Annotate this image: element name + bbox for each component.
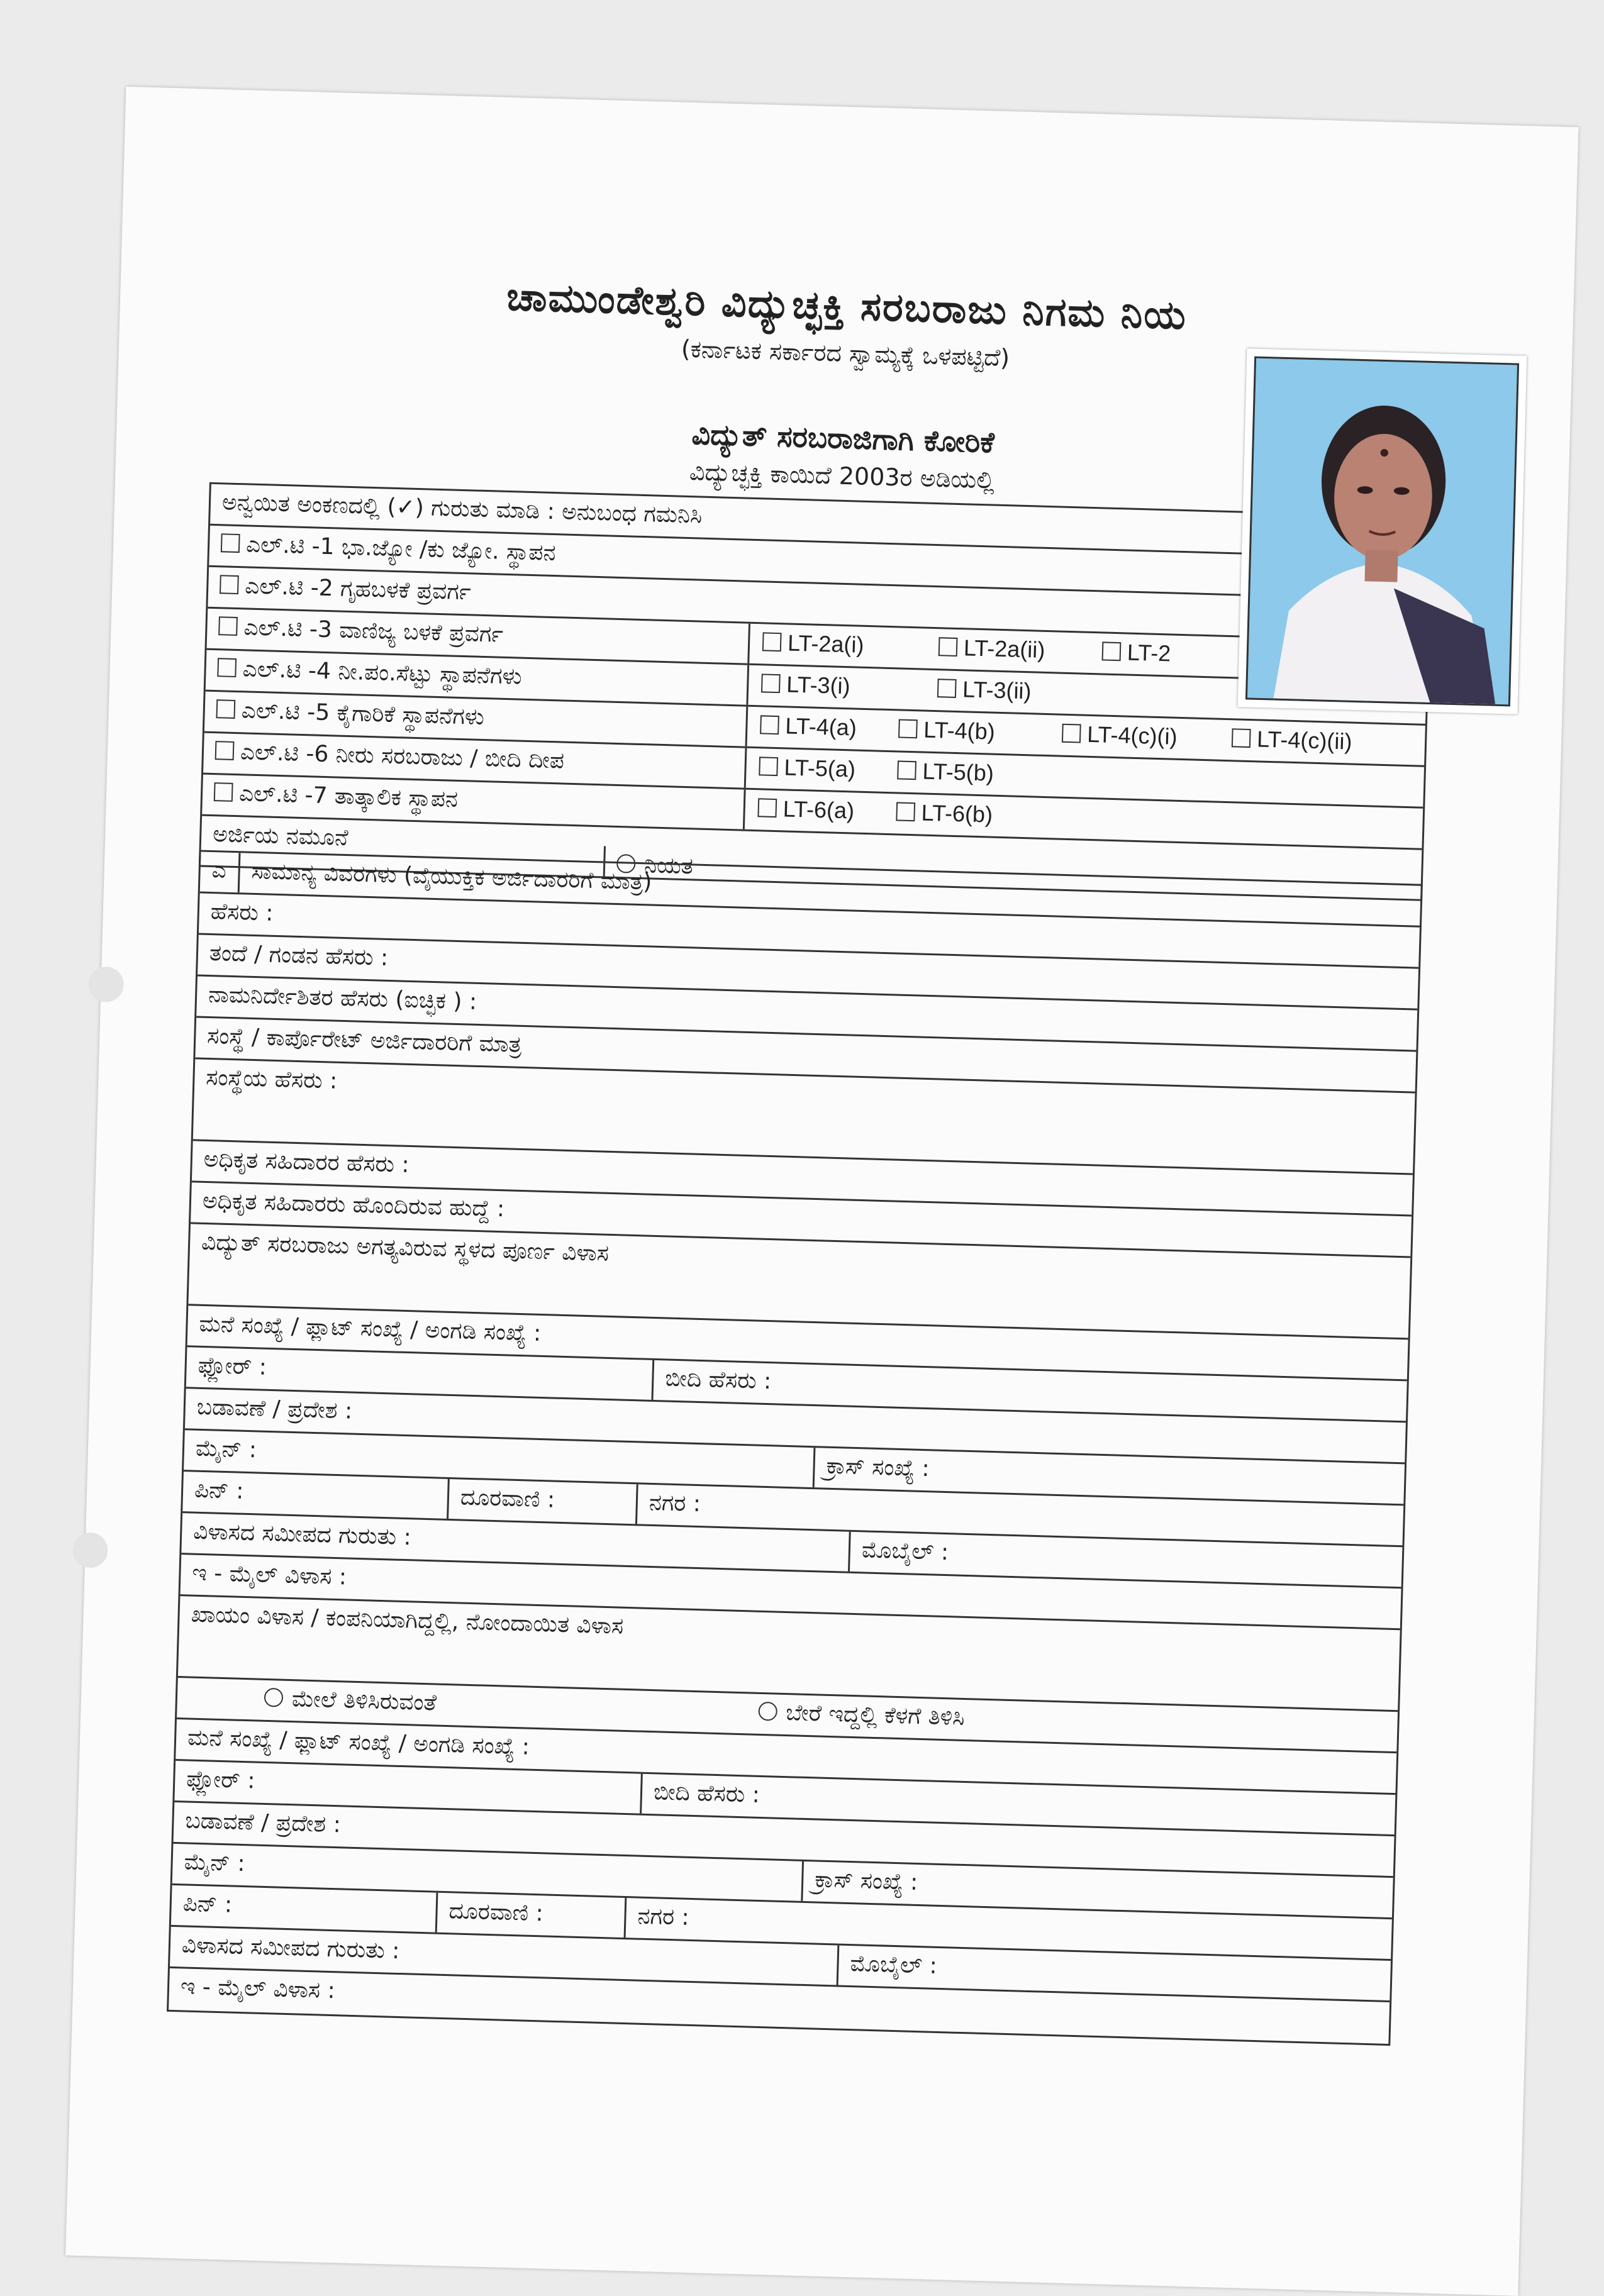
category-checkbox[interactable]	[220, 575, 239, 594]
subcategory-label: LT-3(i)	[786, 671, 851, 699]
category-label: ಎಲ್.ಟಿ -5 ಕೈಗಾರಿಕೆ ಸ್ಥಾಪನೆಗಳು	[241, 697, 485, 731]
street-label: ಬೀದಿ ಹೆಸರು :	[664, 1365, 772, 1395]
regular-option-label: ನಿಯತ	[643, 852, 694, 880]
house-label: ಮನೆ ಸಂಖ್ಯೆ / ಫ್ಲಾಟ್ ಸಂಖ್ಯೆ / ಅಂಗಡಿ ಸಂಖ್ಯೆ :	[198, 1311, 542, 1346]
section-title: ಸಾಮಾನ್ಯ ವಿವರಗಳು (ವೈಯುಕ್ತಿಕ ಅರ್ಜಿದಾರರಿಗೆ ಮಾತ್ರ)	[251, 858, 652, 896]
form-subheading: ವಿದ್ಯುಚ್ಛಕ್ತಿ ಕಾಯಿದೆ 2003ರ ಅಡಿಯಲ್ಲಿ	[689, 458, 995, 494]
instruction-text: ಅನ್ವಯಿತ ಅಂಕಣದಲ್ಲಿ (✓) ಗುರುತು ಮಾಡಿ : ಅನುಬಂಧ ಗಮನಿಸಿ	[221, 489, 703, 529]
subcategory-label: LT-5(b)	[922, 758, 994, 786]
general-details-table	[167, 850, 1423, 2046]
category-checkbox[interactable]	[215, 741, 235, 760]
category-label: ಎಲ್.ಟಿ -6 ನೀರು ಸರಬರಾಜು / ಬೀದಿ ದೀಪ	[240, 739, 565, 774]
subcategory-label: LT-2a(i)	[787, 629, 865, 658]
perm-main-label: ಮೈನ್ :	[184, 1849, 246, 1877]
applicant-photo	[1238, 348, 1527, 714]
category-label: ಎಲ್.ಟಿ -3 ವಾಣಿಜ್ಯ ಬಳಕೆ ಪ್ರವರ್ಗ	[243, 614, 504, 648]
subcategory-label: LT-6(b)	[921, 799, 993, 828]
subcategory-label: LT-6(a)	[783, 796, 855, 824]
subcategory-label: LT-2	[1127, 639, 1171, 667]
subcategory-checkbox[interactable]	[759, 757, 778, 776]
main-label: ಮೈನ್ :	[195, 1435, 257, 1463]
perm-street-label: ಬೀದಿ ಹೆಸರು :	[653, 1779, 760, 1808]
subcategory-checkbox[interactable]	[757, 798, 777, 818]
subcategory-checkbox[interactable]	[938, 637, 958, 657]
subcategory-label: LT-4(a)	[784, 713, 857, 741]
email-label: ಇ - ಮೈಲ್ ವಿಳಾಸ :	[191, 1560, 347, 1590]
phone-label: ದೂರವಾಣಿ :	[460, 1484, 555, 1513]
application-type-label: ಅರ್ಜಿಯ ನಮೂನೆ	[212, 821, 349, 851]
perm-phone-cell[interactable]	[435, 1893, 625, 1938]
form-subtitle: (ಕರ್ನಾಟಕ ಸರ್ಕಾರದ ಸ್ವಾಮ್ಯಕ್ಕೆ ಒಳಪಟ್ಟಿದೆ)	[681, 335, 1010, 372]
father-name-label: ತಂದೆ / ಗಂಡನ ಹೆಸರು :	[209, 940, 389, 971]
signatory-name-label: ಅಧಿಕೃತ ಸಹಿದಾರರ ಹೆಸರು :	[203, 1146, 410, 1178]
other-address-label: ಬೇರೆ ಇದ್ದಲ್ಲಿ ಕೆಳಗೆ ತಿಳಿಸಿ	[785, 1700, 966, 1731]
phone-cell[interactable]	[447, 1479, 637, 1524]
corporate-label: ಸಂಸ್ಥೆ / ಕಾರ್ಪೊರೇಟ್ ಅರ್ಜಿದಾರರಿಗೆ ಮಾತ್ರ	[206, 1023, 522, 1058]
subcategory-checkbox[interactable]	[898, 719, 918, 738]
cross-label: ಕ್ರಾಸ್ ಸಂಖ್ಯೆ :	[826, 1453, 930, 1482]
photo-frame	[1245, 357, 1519, 707]
punch-hole	[88, 967, 125, 1003]
perm-city-label: ನಗರ :	[637, 1903, 690, 1931]
subcategory-label: LT-4(c)(i)	[1086, 721, 1178, 750]
perm-house-label: ಮನೆ ಸಂಖ್ಯೆ / ಫ್ಲಾಟ್ ಸಂಖ್ಯೆ / ಅಂಗಡಿ ಸಂಖ್ಯೆ :	[187, 1724, 530, 1760]
category-checkbox[interactable]	[218, 616, 238, 636]
nominee-label: ನಾಮನಿರ್ದೇಶಿತರ ಹೆಸರು (ಐಚ್ಛಿಕ ) :	[208, 981, 477, 1015]
perm-mobile-label: ಮೊಬೈಲ್ :	[849, 1951, 938, 1979]
signatory-designation-label: ಅಧಿಕೃತ ಸಹಿದಾರರು ಹೊಂದಿರುವ ಹುದ್ದೆ :	[202, 1187, 505, 1223]
name-label: ಹೆಸರು :	[210, 899, 274, 926]
punch-hole	[72, 1532, 109, 1568]
subcategory-label: LT-2a(ii)	[963, 635, 1045, 663]
subcategory-label: LT-4(c)(ii)	[1256, 726, 1353, 755]
category-label: ಎಲ್.ಟಿ -2 ಗೃಹಬಳಕೆ ಪ್ರವರ್ಗ	[244, 573, 472, 606]
form-title: ಚಾಮುಂಡೇಶ್ವರಿ ವಿದ್ಯುಚ್ಛಕ್ತಿ ಸರಬರಾಜು ನಿಗಮ ನಿಯ	[506, 273, 1188, 338]
org-name-label: ಸಂಸ್ಥೆಯ ಹೆಸರು :	[205, 1064, 338, 1094]
subcategory-checkbox[interactable]	[761, 674, 781, 693]
portrait-image	[1247, 358, 1517, 705]
category-checkbox[interactable]	[214, 782, 233, 802]
same-as-above-label: ಮೇಲೆ ತಿಳಿಸಿರುವಂತೆ	[291, 1686, 437, 1716]
category-label: ಎಲ್.ಟಿ -1 ಭಾ.ಜ್ಯೋ /ಕು ಜ್ಯೋ. ಸ್ಥಾಪನ	[245, 531, 557, 567]
perm-phone-label: ದೂರವಾಣಿ :	[448, 1898, 544, 1927]
area-label: ಬಡಾವಣೆ / ಪ್ರದೇಶ :	[196, 1394, 353, 1424]
pin-label: ಪಿನ್ :	[194, 1477, 245, 1504]
subcategory-checkbox[interactable]	[762, 632, 782, 652]
other-address-option[interactable]	[758, 1699, 965, 1731]
other-address-radio[interactable]	[758, 1702, 777, 1721]
category-label: ಎಲ್.ಟಿ -4 ನೀ.ಪಂ.ಸೆಟ್ಟು ಸ್ಥಾಪನೆಗಳು	[242, 656, 523, 690]
same-as-above-option[interactable]	[264, 1685, 437, 1716]
perm-landmark-label: ವಿಳಾಸದ ಸಮೀಪದ ಗುರುತು :	[181, 1932, 400, 1965]
mobile-label: ಮೊಬೈಲ್ :	[861, 1537, 949, 1566]
section-letter: ಎ	[211, 857, 227, 884]
perm-email-label: ಇ - ಮೈಲ್ ವಿಳಾಸ :	[180, 1973, 336, 2004]
subcategory-checkbox[interactable]	[1102, 641, 1122, 661]
subcategory-checkbox[interactable]	[760, 715, 779, 735]
supply-address-title: ವಿದ್ಯುತ್ ಸರಬರಾಜು ಅಗತ್ಯವಿರುವ ಸ್ಥಳದ ಪೂರ್ಣ ವಿಳಾಸ	[201, 1229, 610, 1267]
perm-area-label: ಬಡಾವಣೆ / ಪ್ರದೇಶ :	[184, 1807, 342, 1838]
category-checkbox[interactable]	[217, 658, 237, 677]
subcategory-label: LT-4(b)	[923, 716, 996, 745]
category-checkbox[interactable]	[216, 699, 235, 719]
perm-pin-label: ಪಿನ್ :	[182, 1890, 233, 1918]
category-checkbox[interactable]	[221, 533, 240, 553]
city-label: ನಗರ :	[649, 1489, 701, 1517]
category-label: ಎಲ್.ಟಿ -7 ತಾತ್ಕಾಲಿಕ ಸ್ಥಾಪನ	[238, 780, 459, 812]
permanent-address-title: ಖಾಯಂ ವಿಳಾಸ / ಕಂಪನಿಯಾಗಿದ್ದಲ್ಲಿ, ನೋಂದಾಯಿತ ವಿಳಾಸ	[191, 1601, 624, 1639]
perm-cross-label: ಕ್ರಾಸ್ ಸಂಖ್ಯೆ :	[814, 1866, 918, 1896]
subcategory-label: LT-3(ii)	[962, 676, 1032, 704]
landmark-label: ವಿಳಾಸದ ಸಮೀಪದ ಗುರುತು :	[192, 1518, 412, 1551]
subcategory-checkbox[interactable]	[896, 802, 915, 821]
subcategory-checkbox[interactable]	[1232, 728, 1251, 748]
subcategory-checkbox[interactable]	[1062, 724, 1081, 743]
subcategory-checkbox[interactable]	[897, 760, 916, 780]
floor-label: ಫ್ಲೋರ್ :	[198, 1352, 267, 1380]
form-heading: ವಿದ್ಯುತ್ ಸರಬರಾಜಿಗಾಗಿ ಕೋರಿಕೆ	[691, 417, 995, 460]
perm-floor-label: ಫ್ಲೋರ್ :	[186, 1766, 256, 1794]
subcategory-label: LT-5(a)	[784, 754, 856, 782]
same-as-above-radio[interactable]	[264, 1688, 284, 1707]
subcategory-checkbox[interactable]	[937, 679, 957, 698]
